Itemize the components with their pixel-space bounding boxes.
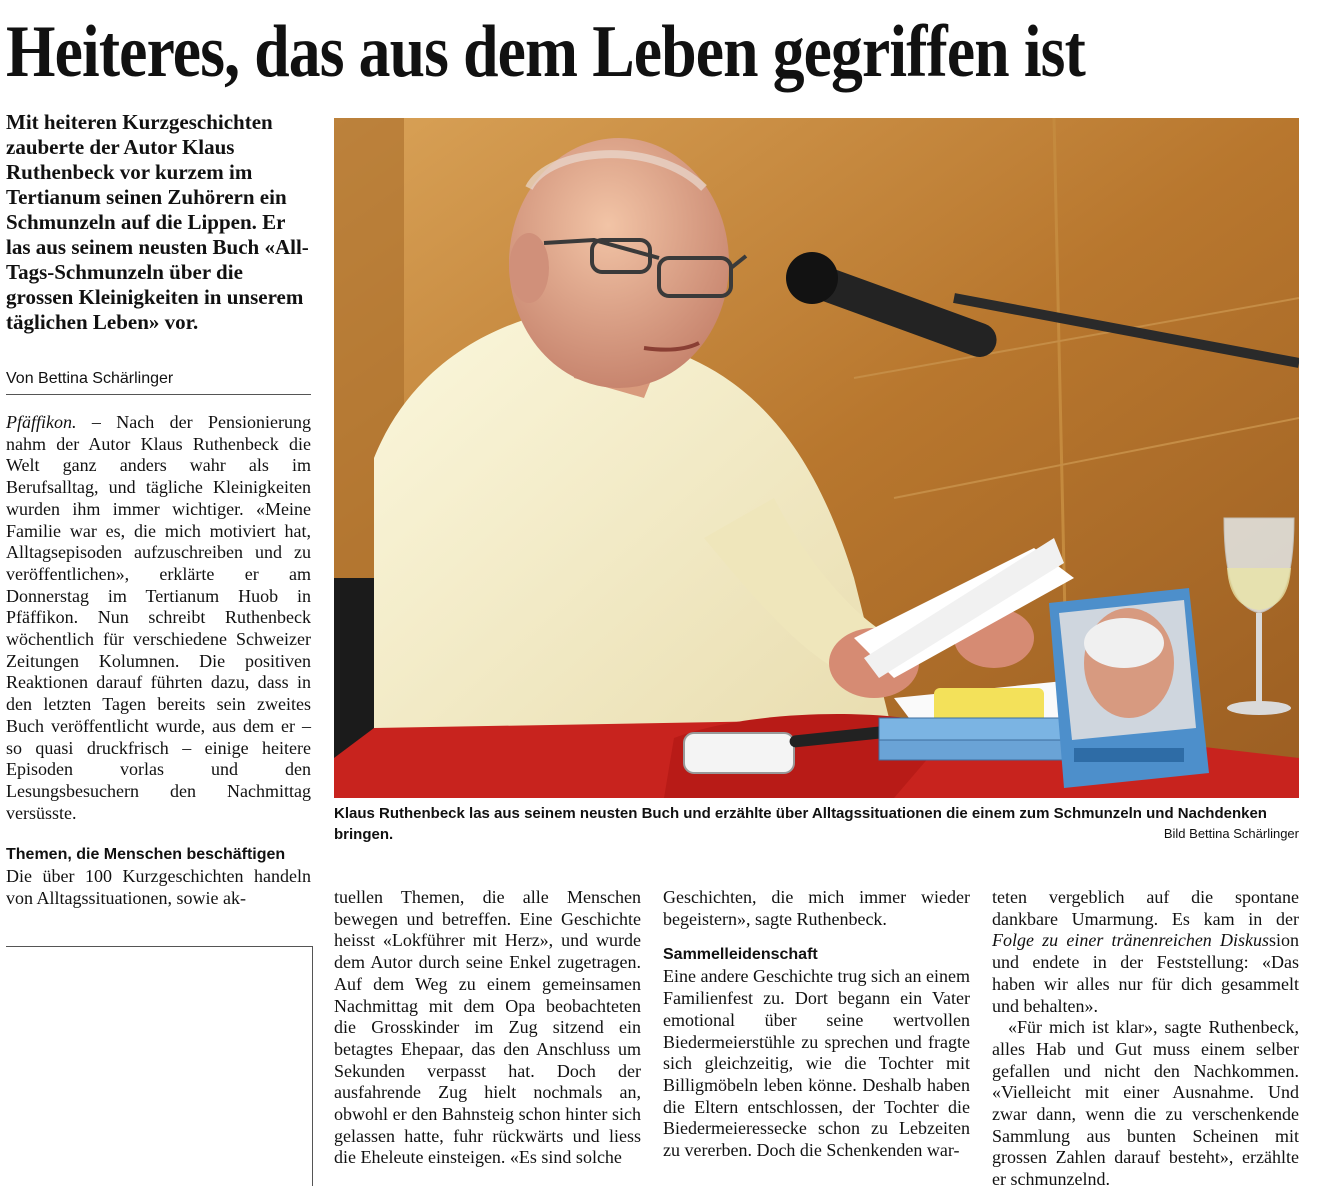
column-4-text-a: teten vergeblich auf die spontane dankbare Umarmung. Es kam in der bbox=[992, 887, 1299, 929]
column-3-paragraph-1: Geschichten, die mich immer wieder begeistern», sagte Ruthenbeck. bbox=[663, 887, 970, 929]
column-divider-vertical bbox=[312, 946, 313, 1186]
column-4-paragraph-2: «Für mich ist klar», sagte Ruthenbeck, alles Hab und Gut muss einem selber gefallen und nicht den Nachkommen. «Vielleicht mit einer Ausnahme. Und zwar dann, wenn die zu verschenkende Sammlung aus bunten Scheinen mit grossen Zahlen darauf besteht», erzählte er schmunzelnd. bbox=[992, 1017, 1299, 1190]
subhead-themen: Themen, die Menschen beschäftigen bbox=[6, 846, 286, 864]
byline: Von Bettina Schärlinger bbox=[6, 370, 311, 395]
column-divider bbox=[6, 946, 313, 947]
lead-paragraph: Mit heiteren Kurzgeschichten zauberte der Autor Klaus Ruthenbeck vor kurzem im Tertianum seinen Zuhörern ein Schmunzeln auf die Lippen. Er las aus seinem neusten Buch «All-Tags-Schmunzeln über die grossen Kleinigkeiten in unserem täglichen Leben» vor. bbox=[6, 110, 309, 334]
photo-caption: Klaus Ruthenbeck las aus seinem neusten Buch und erzählte über Alltagssituationen die einem zum Schmunzeln und Nachdenken bringen. bbox=[334, 805, 1267, 843]
article-column-4 bbox=[992, 887, 1299, 1191]
subhead-sammelleidenschaft: Sammelleidenschaft bbox=[663, 946, 818, 964]
column-4-paragraph-1 bbox=[992, 887, 1299, 1017]
column-1-paragraph bbox=[6, 412, 311, 824]
dateline-place: Pfäffikon. bbox=[6, 412, 77, 432]
article-column-3 bbox=[663, 887, 970, 1162]
column-4-text-c: sion und endete in der Feststellung: «Das haben wir alles nur für dich gesammelt und behalten». bbox=[992, 930, 1299, 1016]
headline: Heiteres, das aus dem Leben gegriffen ist bbox=[6, 11, 1085, 93]
article-column-2 bbox=[334, 887, 641, 1169]
article-photo bbox=[334, 118, 1299, 798]
smartphone-icon bbox=[684, 733, 794, 773]
column-4-text-italic: Folge zu einer tränenreichen Diskus bbox=[992, 930, 1269, 951]
column-3-paragraph-2: Eine andere Geschichte trug sich an einem Familienfest zu. Dort begann ein Vater emotional über seine wertvollen Biedermeierstühle zu sprechen und fragte sich gleichzeitig, wie die Tochter mit Billigmöbeln leben könne. Deshalb haben die Eltern entschlossen, der Tochter die Biedermeieressecke schon zu Lebzeiten zu vererben. Doch die Schenkenden war- bbox=[663, 966, 970, 1161]
article-column-1 bbox=[6, 412, 311, 910]
column-1-text: – Nach der Pensionierung nahm der Autor Klaus Ruthenbeck die Welt ganz anders wahr als im Berufsalltag, und tägliche Kleinigkeiten wurden ihm immer wichtiger. «Meine Familie war es, die mich motiviert hat, Alltagsepisoden aufzuschreiben und zu veröffentlichen», erklärte er am Donnerstag im Tertianum Huob in Pfäffikon. Nun schreibt Ruthenbeck wöchentlich für verschiedene Schweizer Zeitungen Kolumnen. Die positiven Reaktionen darauf führten dazu, dass in den letzten Tagen bereits sein zweites Buch veröffentlicht wurde, aus dem er – so quasi druckfrisch – einige heitere Episoden vorlas und den Lesungsbesuchern den Nachmittag versüsste. bbox=[6, 412, 311, 823]
column-1-paragraph-2: Die über 100 Kurzgeschichten handeln von Alltagssituationen, sowie ak- bbox=[6, 866, 311, 909]
photo-credit: Bild Bettina Schärlinger bbox=[1163, 826, 1299, 841]
column-2-paragraph: tuellen Themen, die alle Menschen bewegen und betreffen. Eine Geschichte heisst «Lokführer mit Herz», und wurde dem Autor durch seine Enkel zugetragen. Auf dem Weg zu einem gemeinsamen Nachmittag mit dem Opa beobachteten die Grosskinder im Zug sitzend ein betagtes Ehepaar, das den Anschluss um Sekunden verpasst hat. Doch der ausfahrende Zug hielt nochmals an, obwohl er den Bahnsteig schon hinter sich gelassen hatte, fuhr rückwärts und liess die Eheleute einsteigen. «Es sind solche bbox=[334, 887, 641, 1168]
